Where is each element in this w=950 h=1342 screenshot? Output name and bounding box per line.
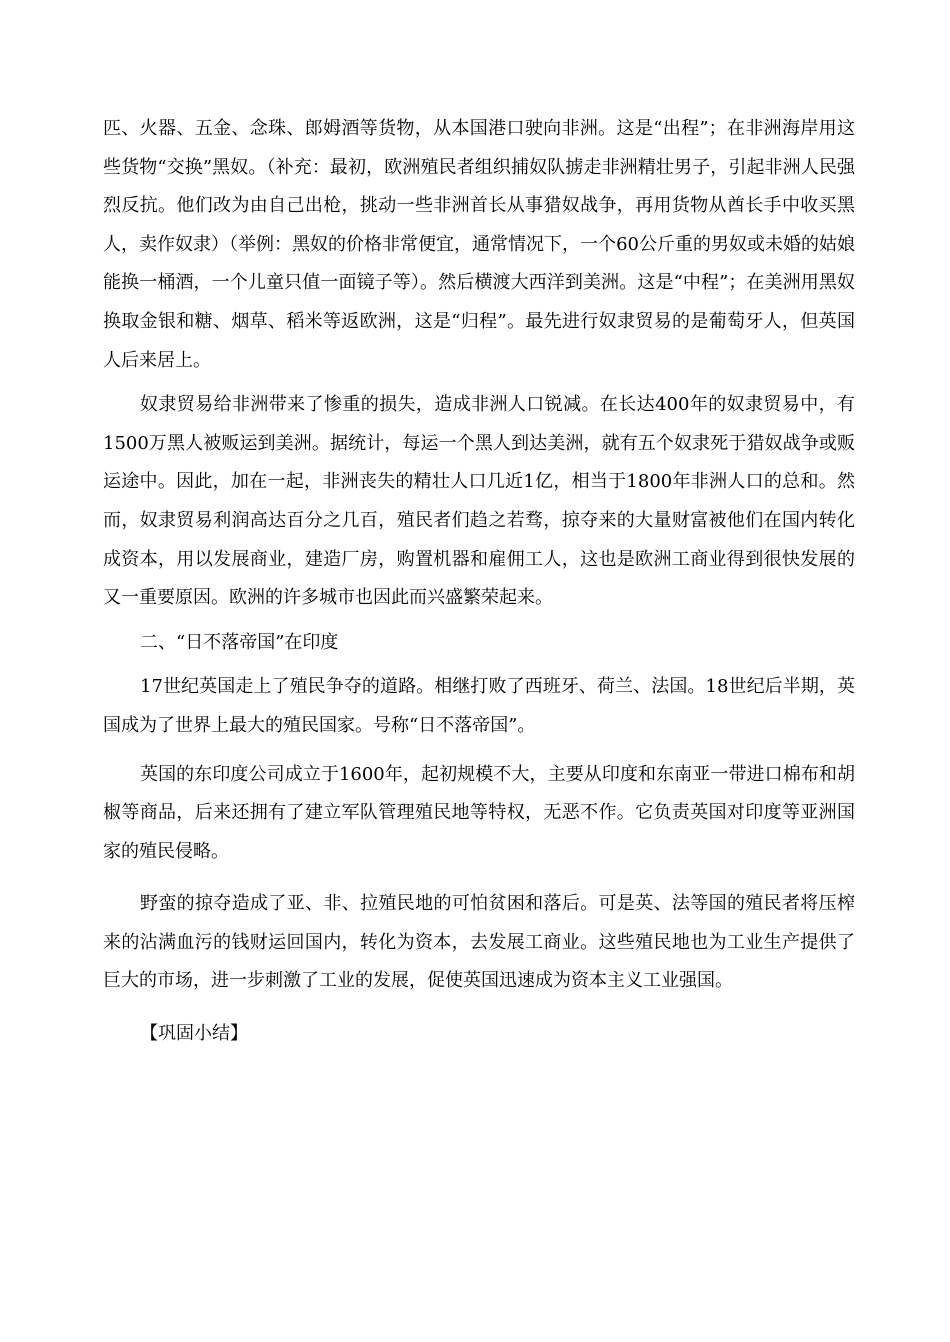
paragraph-slave-trade-route: 匹、火器、五金、念珠、郎姆酒等货物，从本国港口驶向非洲。这是“出程”；在非洲海岸用这些货物“交换”黑奴。（补充：最初，欧洲殖民者组织捕奴队掳走非洲精壮男子，引起非洲人民强烈反抗。他们改为由自己出枪，挑动一些非洲首长从事猎奴战争，再用货物从酋长手中收买黑人，卖作奴隶）（举例：黑奴的价格非常便宜，通常情况下，一个60公斤重的男奴或未婚的姑娘能换一桶酒，一个儿童只值一面镜子等）。然后横渡大西洋到美洲。这是“中程”；在美洲用黑奴换取金银和糖、烟草、稻米等返欧洲，这是“归程”。最先进行奴隶贸易的是葡萄牙人，但英国人后来居上。 xyxy=(103,118,855,371)
section-heading-summary: 【巩固小结】 xyxy=(140,1023,248,1045)
document-body xyxy=(103,110,855,1054)
paragraph-british-colonial-rise: 17世纪英国走上了殖民争夺的道路。相继打败了西班牙、荷兰、法国。18世纪后半期，英国成为了世界上最大的殖民国家。号称“日不落帝国”。 xyxy=(103,676,855,736)
paragraph-colonial-plunder: 野蛮的掠夺造成了亚、非、拉殖民地的可怕贫困和落后。可是英、法等国的殖民者将压榨来的沾满血污的钱财运回国内，转化为资本，去发展工商业。这些殖民地也为工业生产提供了巨大的市场，进一步刺激了工业的发展，促使英国迅速成为资本主义工业强国。 xyxy=(103,893,855,992)
paragraph-east-india-company: 英国的东印度公司成立于1600年，起初规模不大，主要从印度和东南亚一带进口棉布和胡椒等商品，后来还拥有了建立军队管理殖民地等特权，无恶不作。它负责英国对印度等亚洲国家的殖民侵略。 xyxy=(103,763,855,862)
section-heading-india: 二、“日不落帝国”在印度 xyxy=(140,631,339,653)
paragraph-slave-trade-impact: 奴隶贸易给非洲带来了惨重的损失，造成非洲人口锐减。在长达400年的奴隶贸易中，有1500万黑人被贩运到美洲。据统计，每运一个黑人到达美洲，就有五个奴隶死于猎奴战争或贩运途中。因此，加在一起，非洲丧失的精壮人口几近1亿，相当于1800年非洲人口的总和。然而，奴隶贸易利润高达百分之几百，殖民者们趋之若骛，掠夺来的大量财富被他们在国内转化成资本，用以发展商业，建造厂房，购置机器和雇佣工人，这也是欧洲工商业得到很快发展的又一重要原因。欧洲的许多城市也因此而兴盛繁荣起来。 xyxy=(103,394,855,609)
